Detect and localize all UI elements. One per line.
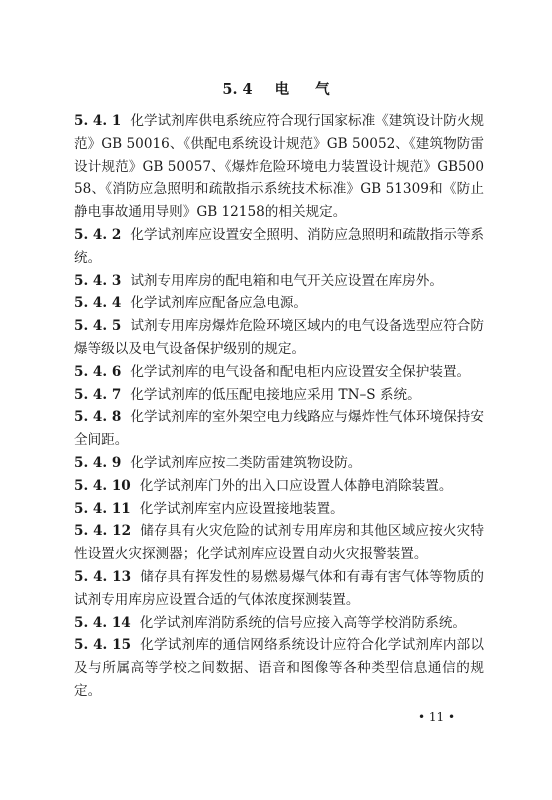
clause (74, 224, 484, 270)
clause (74, 566, 484, 612)
clause (74, 520, 484, 566)
clause-number: 5. 4. 10 (74, 477, 131, 494)
clause-text: 化学试剂库的低压配电接地应采用 TN–S 系统。 (130, 386, 421, 403)
clause-number: 5. 4. 8 (74, 409, 122, 426)
clause (74, 634, 484, 702)
clause-number: 5. 4. 6 (74, 363, 122, 380)
clause (74, 384, 484, 407)
section-number: 5. 4 (222, 81, 253, 98)
section-title-char-1: 电 (274, 81, 290, 98)
clause-number: 5. 4. 2 (74, 226, 122, 243)
clause-text: 化学试剂库的室外架空电力线路应与爆炸性气体环境保持安全间距。 (74, 409, 484, 449)
clause-number: 5. 4. 15 (74, 637, 132, 654)
clause-text: 化学试剂库应设置安全照明、消防应急照明和疏散指示等系统。 (74, 226, 484, 266)
clause-text: 储存具有火灾危险的试剂专用库房和其他区域应按火灾特性设置火灾探测器；化学试剂库应设置自动火灾报警装置。 (74, 523, 485, 563)
clause (74, 110, 484, 224)
section-title (0, 78, 552, 99)
clause-text: 试剂专用库房爆炸危险环境区域内的电气设备选型应符合防爆等级以及电气设备保护级别的规定。 (74, 318, 484, 357)
clause (74, 475, 484, 498)
clause-text: 化学试剂库室内应设置接地装置。 (139, 500, 344, 517)
clause-text: 化学试剂库消防系统的信号应接入高等学校消防系统。 (139, 614, 467, 631)
clause-text: 化学试剂库应按二类防雷建筑物设防。 (130, 454, 362, 471)
clause-text: 化学试剂库应配备应急电源。 (130, 295, 308, 312)
clause-text: 化学试剂库供电系统应符合现行国家标准《建筑设计防火规范》GB 50016、《供配电系统设计规范》GB 50052、《建筑物防雷设计规范》GB 50057、《爆炸危险环境电力装置设计规范》GB50058、《消防应急照明和疏散指示系统技术标准》GB 51309和《防止静电事故通用导则》GB 12158的相关规定。 (74, 113, 484, 221)
clause (74, 406, 484, 452)
clause-number: 5. 4. 5 (74, 318, 122, 335)
clause-number: 5. 4. 7 (74, 386, 122, 403)
clause (74, 361, 484, 384)
clause-number: 5. 4. 13 (74, 568, 132, 585)
clause-number: 5. 4. 9 (74, 454, 122, 471)
clause (74, 612, 484, 635)
clause-number: 5. 4. 14 (74, 614, 131, 631)
clause-text: 化学试剂库的电气设备和配电柜内应设置安全保护装置。 (130, 363, 471, 380)
clause-text: 试剂专用库房的配电箱和电气开关应设置在库房外。 (130, 272, 443, 289)
clause (74, 452, 484, 475)
clause (74, 270, 484, 293)
clause-number: 5. 4. 12 (74, 523, 132, 540)
clause-list (74, 110, 484, 703)
clause-text: 化学试剂库门外的出入口应设置人体静电消除装置。 (139, 477, 453, 494)
clause (74, 498, 484, 521)
clause (74, 315, 484, 361)
clause-number: 5. 4. 1 (74, 113, 122, 129)
clause (74, 292, 484, 315)
clause-number: 5. 4. 3 (74, 272, 122, 289)
clause-text: 化学试剂库的通信网络系统设计应符合化学试剂库内部以及与所属高等学校之间数据、语音和图像等各种类型信息通信的规定。 (74, 637, 485, 699)
clause-number: 5. 4. 4 (74, 295, 122, 312)
page-number: • 11 • (418, 710, 456, 724)
clause-number: 5. 4. 11 (74, 500, 131, 517)
clause-text: 储存具有挥发性的易燃易爆气体和有毒有害气体等物质的试剂专用库房应设置合适的气体浓度探测装置。 (74, 568, 485, 608)
section-title-char-2: 气 (315, 81, 330, 98)
